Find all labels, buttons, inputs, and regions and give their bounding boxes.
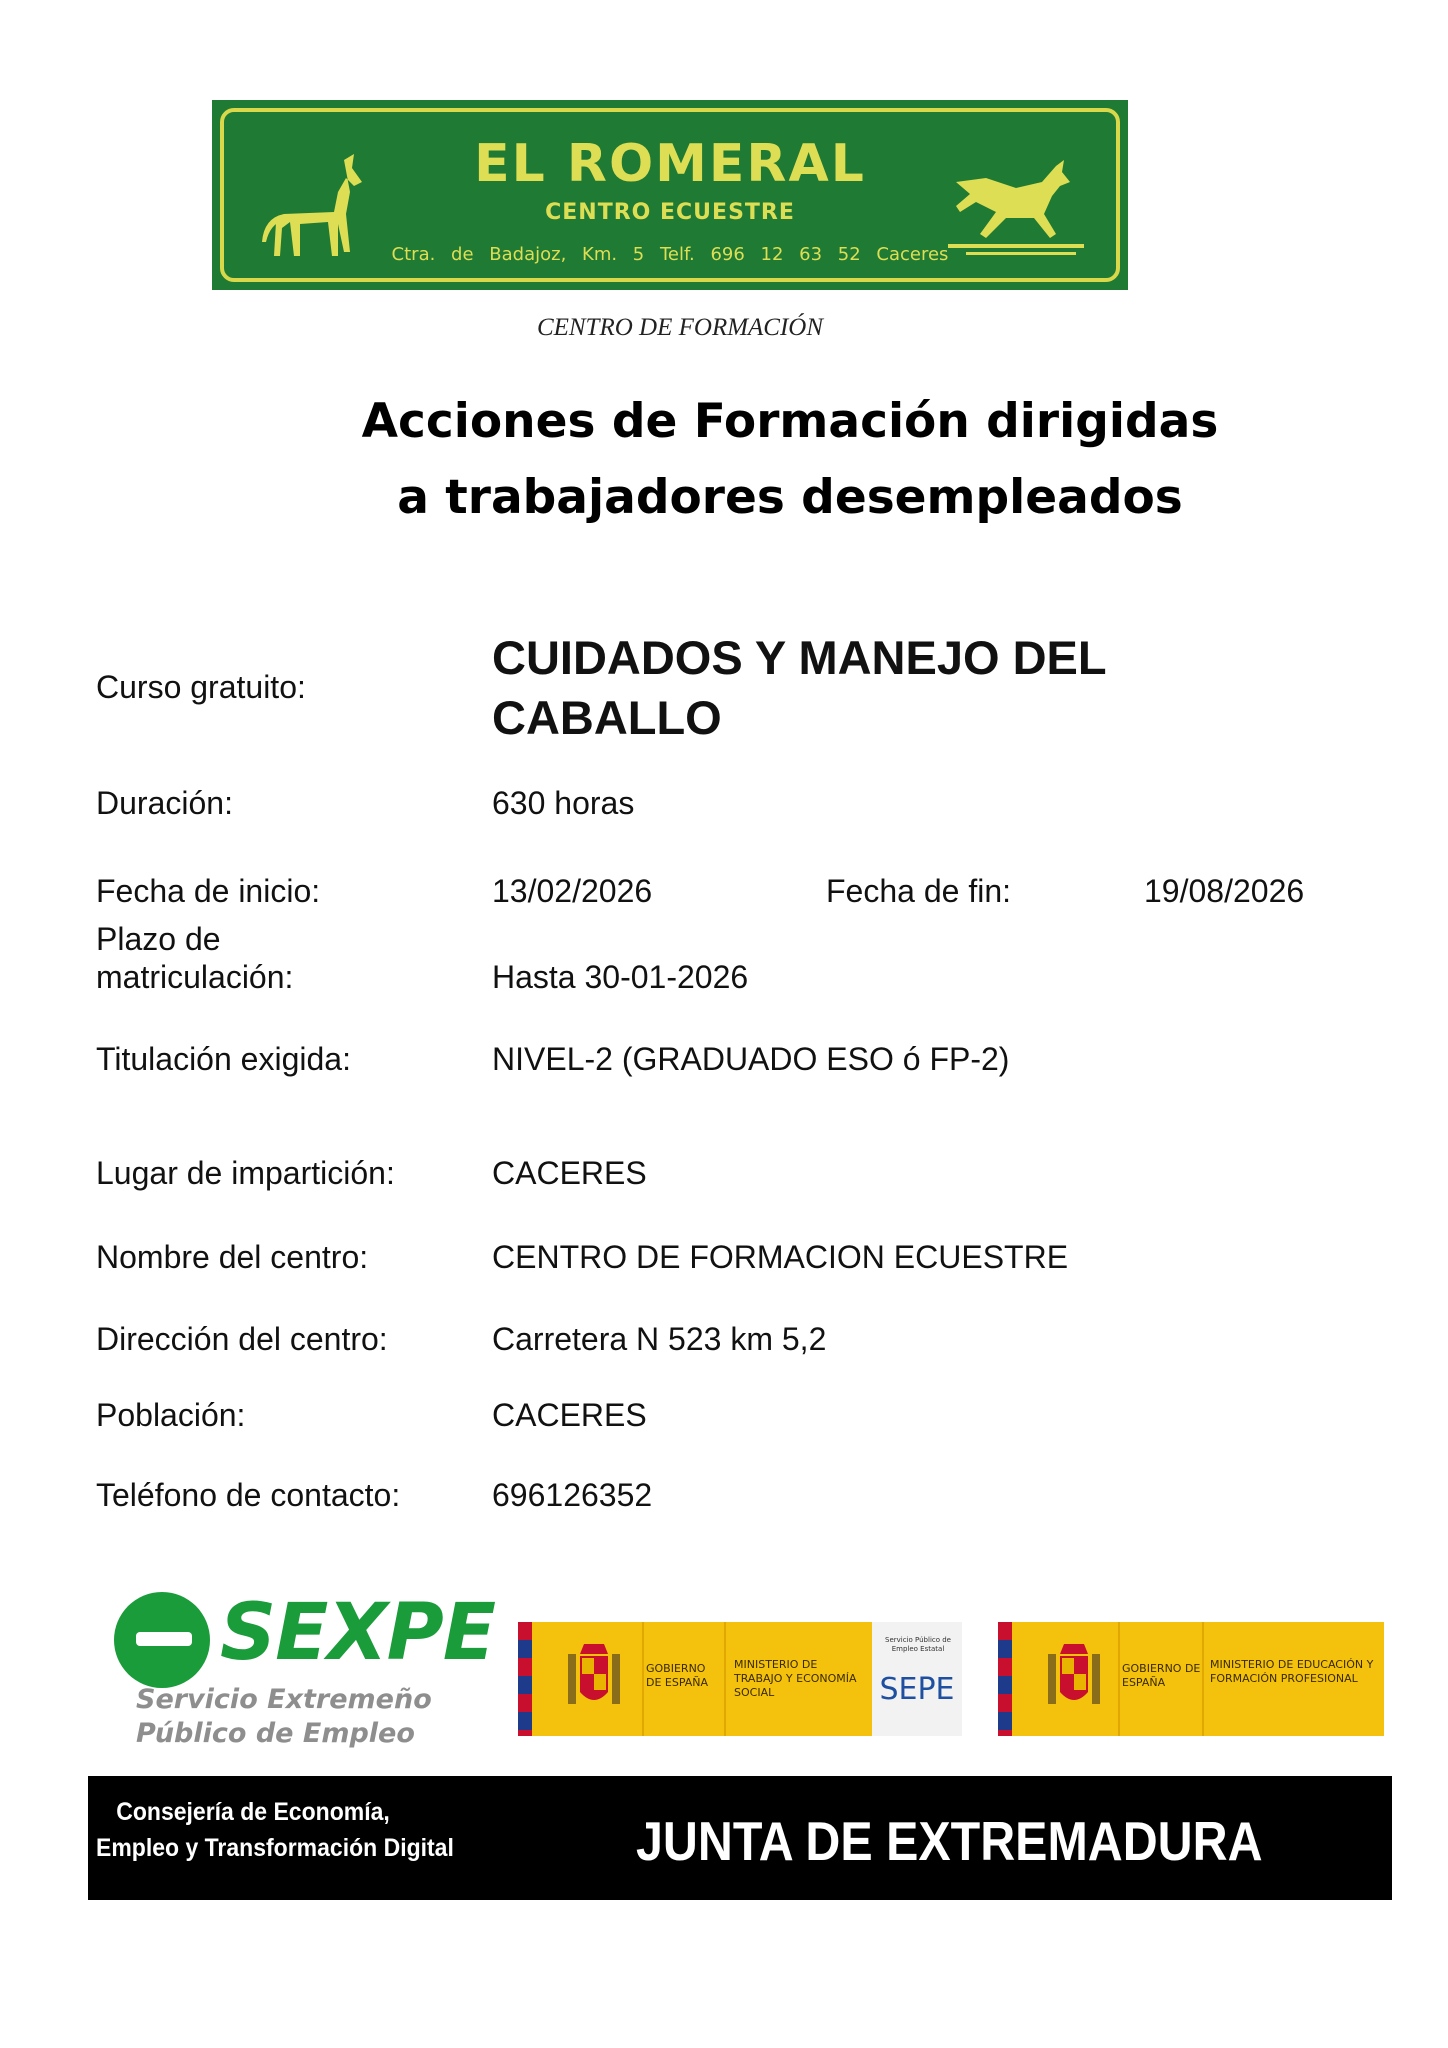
start-date-label: Fecha de inicio: [96,873,321,909]
logo-border [220,108,1120,282]
flag-stripe-icon [518,1622,532,1736]
centro-formacion-caption: CENTRO DE FORMACIÓN [536,314,824,341]
place-value: CACERES [492,1155,647,1191]
gobierno-text: GOBIERNO DE ESPAÑA [646,1662,709,1689]
enrollment-label-line-1: Plazo de [96,921,221,957]
start-date-value: 13/02/2026 [492,873,653,909]
town-value: CACERES [492,1397,647,1433]
sexpe-tagline-2: Público de Empleo [136,1718,415,1749]
page-title [220,384,1360,536]
coat-of-arms-icon [564,1636,624,1722]
end-date-label: Fecha de fin: [826,873,1011,909]
sexpe-logo [108,1580,496,1750]
logo-title: EL ROMERAL [474,134,866,194]
place-label: Lugar de impartición: [96,1155,395,1191]
enrollment-value: Hasta 30-01-2026 [492,959,749,995]
gobierno-educacion-logo [998,1622,1384,1736]
horse-jumping-icon [946,152,1086,262]
sepe-logo [872,1622,962,1736]
sexpe-wordmark: SEXPE [220,1588,496,1678]
logo-divider [1118,1622,1120,1736]
sexpe-e-icon [114,1592,210,1688]
center-name-value: CENTRO DE FORMACION ECUESTRE [492,1239,1069,1275]
course-name [492,628,1107,748]
ministerio-trabajo-text: MINISTERIO DE TRABAJO Y ECONOMÍA SOCIAL [734,1658,857,1699]
logo-divider [724,1622,726,1736]
qualification-label: Titulación exigida: [96,1041,351,1077]
el-romeral-logo [212,100,1128,290]
consejeria-line-2: Empleo y Transformación Digital [96,1834,454,1862]
end-date-value: 19/08/2026 [1144,873,1305,909]
flag-stripe-icon [998,1622,1012,1736]
ministerio-educacion-text: MINISTERIO DE EDUCACIÓN Y FORMACIÓN PROFESIONAL [1210,1658,1374,1685]
sepe-wordmark: SEPE [879,1672,955,1707]
enrollment-label-line-2: matriculación: [96,959,294,995]
center-address-label: Dirección del centro: [96,1321,388,1357]
coat-of-arms-icon [1044,1636,1104,1722]
junta-de-extremadura-wordmark: JUNTA DE EXTREMADURA [636,1810,1263,1872]
phone-value: 696126352 [492,1477,653,1513]
enrollment-label [96,920,293,996]
page-title-line-1: Acciones de Formación dirigidas [361,394,1219,449]
center-address-value: Carretera N 523 km 5,2 [492,1321,827,1357]
sepe-caption: Servicio Público de Empleo Estatal [885,1636,951,1653]
course-label: Curso gratuito: [96,669,306,705]
phone-label: Teléfono de contacto: [96,1477,401,1513]
duration-label: Duración: [96,785,233,821]
course-name-line-1: CUIDADOS Y MANEJO DEL [492,631,1107,684]
sexpe-tagline-1: Servicio Extremeño [136,1684,432,1715]
gobierno-text: GOBIERNO DE ESPAÑA [1122,1662,1201,1689]
duration-value: 630 horas [492,785,635,821]
page-title-line-2: a trabajadores desempleados [397,470,1183,525]
logo-subtitle: CENTRO ECUESTRE [545,200,795,225]
center-name-label: Nombre del centro: [96,1239,369,1275]
consejeria-line-1: Consejería de Economía, [116,1798,390,1826]
consejeria-text [96,1794,454,1866]
logo-divider [1202,1622,1204,1736]
logo-divider [642,1622,644,1736]
qualification-value: NIVEL-2 (GRADUADO ESO ó FP-2) [492,1041,1010,1077]
gobierno-trabajo-sepe-logo [518,1622,962,1736]
footer-bar [88,1776,1392,1900]
town-label: Población: [96,1397,246,1433]
logo-address: Ctra. de Badajoz, Km. 5 Telf. 696 12 63 52 Caceres [391,244,949,265]
course-name-line-2: CABALLO [492,691,722,744]
